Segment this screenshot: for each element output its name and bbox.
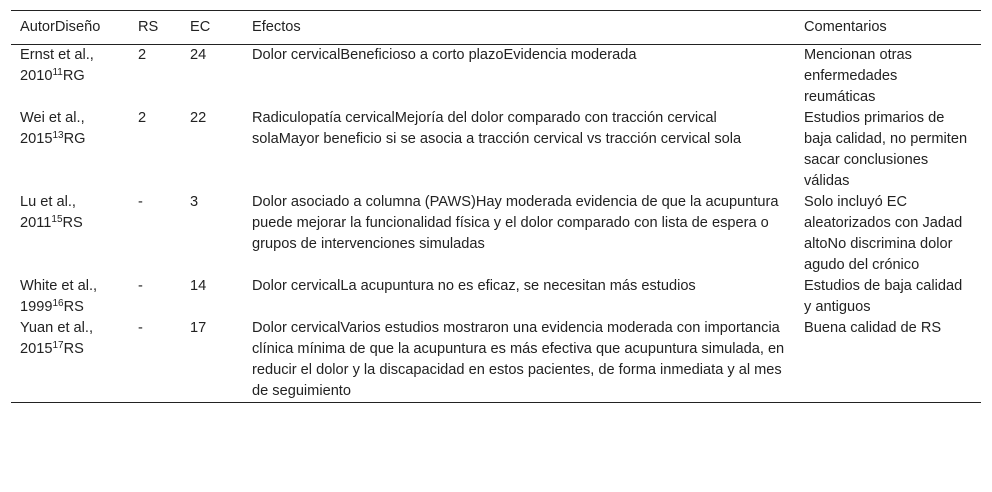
rs-cell: 2: [138, 47, 147, 63]
effects-cell: Dolor cervicalLa acupuntura no es eficaz, se necesitan más estudios: [252, 278, 696, 294]
header-rs: RS: [138, 19, 159, 35]
evidence-table: [11, 10, 981, 403]
author-cell: [11, 318, 129, 403]
author-cell: [11, 45, 129, 109]
header-ec: EC: [190, 19, 211, 35]
rs-cell: -: [138, 278, 143, 294]
author-name: Yuan et al., 2015: [20, 320, 94, 357]
ec-cell: 14: [190, 278, 207, 294]
ec-cell: 17: [190, 320, 207, 336]
reference-number: 11: [52, 67, 63, 78]
ec-cell: 3: [190, 194, 199, 210]
rs-cell: -: [138, 320, 143, 336]
author-name: Lu et al., 2011: [20, 194, 76, 231]
comments-cell: Solo incluyó EC aleatorizados con Jadad altoNo discrimina dolor agudo del crónico: [804, 194, 963, 273]
header-comments: Comentarios: [804, 19, 887, 35]
comments-cell: Buena calidad de RS: [804, 320, 942, 336]
author-name: Wei et al., 2015: [20, 110, 85, 147]
table-row: [11, 45, 981, 109]
comments-cell: Mencionan otras enfermedades reumáticas: [804, 47, 912, 105]
rs-cell: 2: [138, 110, 147, 126]
author-cell: [11, 192, 129, 276]
design-type: RS: [63, 341, 84, 357]
design-type: RG: [63, 131, 86, 147]
design-type: RS: [62, 215, 83, 231]
effects-cell: Radiculopatía cervicalMejoría del dolor comparado con tracción cervical solaMayor beneficio si se asocia a tracción cervical vs tracción cervical sola: [252, 110, 742, 147]
table-row: [11, 276, 981, 318]
author-name: White et al., 1999: [20, 278, 98, 315]
reference-number: 17: [52, 340, 64, 351]
header-row: [11, 11, 981, 45]
effects-cell: Dolor asociado a columna (PAWS)Hay moderada evidencia de que la acupuntura puede mejorar la funcionalidad física y el dolor comparado con lista de espera o grupos de intervenciones simuladas: [252, 194, 779, 252]
comments-cell: Estudios de baja calidad y antiguos: [804, 278, 963, 315]
author-cell: [11, 108, 129, 192]
author-cell: [11, 276, 129, 318]
reference-number: 13: [52, 130, 64, 141]
design-type: RG: [62, 68, 85, 84]
effects-cell: Dolor cervicalVarios estudios mostraron una evidencia moderada con importancia clínica mínima de que la acupuntura es más efectiva que acupuntura simulada, en reducir el dolor y la discapacidad en estos pacientes, de forma inmediata y al mes de seguimiento: [252, 320, 785, 399]
reference-number: 16: [52, 298, 64, 309]
ec-cell: 24: [190, 47, 207, 63]
table-row: [11, 192, 981, 276]
design-type: RS: [63, 299, 84, 315]
table-row: [11, 318, 981, 403]
reference-number: 15: [51, 214, 63, 225]
author-name: Ernst et al., 2010: [20, 47, 94, 84]
effects-cell: Dolor cervicalBeneficioso a corto plazoEvidencia moderada: [252, 47, 637, 63]
header-effects: Efectos: [252, 19, 301, 35]
comments-cell: Estudios primarios de baja calidad, no permiten sacar conclusiones válidas: [804, 110, 968, 189]
rs-cell: -: [138, 194, 143, 210]
ec-cell: 22: [190, 110, 207, 126]
table-body: [11, 45, 981, 403]
table-header: [11, 11, 981, 45]
header-author: AutorDiseño: [20, 19, 101, 35]
table-row: [11, 108, 981, 192]
